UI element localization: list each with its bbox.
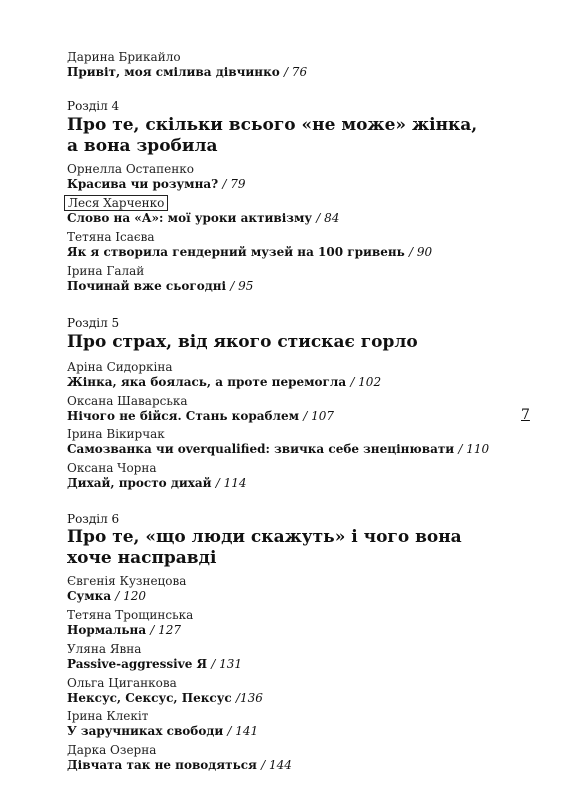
entry-title: Passive-aggressive Я xyxy=(67,657,208,671)
entry-page: / 144 xyxy=(261,758,292,772)
entry-title: Сумка xyxy=(67,589,112,603)
entry-title-line xyxy=(67,476,247,491)
toc-entry xyxy=(67,642,242,672)
entry-title-line xyxy=(67,758,292,773)
entry-title: Як я створила гендерний музей на 100 гривень xyxy=(67,245,405,259)
toc-entry xyxy=(67,162,246,192)
entry-page: / 131 xyxy=(211,657,243,671)
entry-author: Оксана Чорна xyxy=(67,461,157,475)
entry-page: / 127 xyxy=(150,623,182,637)
toc-entry xyxy=(67,50,307,80)
entry-title-line xyxy=(67,442,489,457)
entry-author: Ірина Вікирчак xyxy=(67,427,165,441)
entry-author: Ірина Галай xyxy=(67,264,145,278)
entry-title: Нексус, Сексус, Пексус xyxy=(67,691,232,705)
entry-page: / 110 xyxy=(458,442,490,456)
chapter-title-line: Про те, «що люди скажуть» і чого вона xyxy=(67,527,462,547)
entry-author: Уляна Явна xyxy=(67,642,142,656)
entry-author: Ольга Циганкова xyxy=(67,676,177,690)
toc-entry xyxy=(67,608,193,638)
entry-page: / 114 xyxy=(215,476,247,490)
entry-author: Аріна Сидоркіна xyxy=(67,360,173,374)
toc-entry xyxy=(67,394,334,424)
chapter-label: Розділ 6 xyxy=(67,512,120,526)
toc-entry xyxy=(67,461,247,491)
chapter-title-line: Про страх, від якого стискає горло xyxy=(67,332,418,352)
entry-page: / 102 xyxy=(350,375,382,389)
entry-author: Дарка Озерна xyxy=(67,743,157,757)
entry-author: Тетяна Трощинська xyxy=(67,608,194,622)
entry-page: / 84 xyxy=(316,211,340,225)
chapter-label: Розділ 5 xyxy=(67,316,120,330)
entry-title: Самозванка чи overqualified: звичка себе знецінювати xyxy=(67,442,455,456)
entry-title-line xyxy=(67,211,339,226)
entry-title-line xyxy=(67,657,242,672)
entry-title-line xyxy=(67,177,246,192)
chapter-title-line: Про те, скільки всього «не може» жінка, xyxy=(67,115,478,135)
entry-title-line xyxy=(67,623,193,638)
page-number: 7 xyxy=(521,407,530,423)
entry-title: Нічого не бійся. Стань кораблем xyxy=(67,409,300,423)
entry-title-line xyxy=(67,279,253,294)
entry-title-line xyxy=(67,375,381,390)
entry-author-highlighted: Леся Харченко xyxy=(64,195,168,211)
entry-title-line xyxy=(67,691,263,706)
entry-author: Орнелла Остапенко xyxy=(67,162,195,176)
entry-title: У заручниках свободи xyxy=(67,724,224,738)
entry-page: / 95 xyxy=(230,279,254,293)
toc-entry xyxy=(67,709,258,739)
entry-title: Жінка, яка боялась, а проте перемогла xyxy=(67,375,347,389)
toc-entry xyxy=(67,743,292,773)
entry-author: Євгенія Кузнецова xyxy=(67,574,187,588)
chapter-title-line: а вона зробила xyxy=(67,136,218,156)
entry-page: / 76 xyxy=(283,65,308,79)
toc-entry xyxy=(67,427,489,457)
entry-title-line xyxy=(67,409,334,424)
entry-page: / 141 xyxy=(227,724,259,738)
entry-page: / 90 xyxy=(409,245,433,259)
entry-title: Починай вже сьогодні xyxy=(67,279,227,293)
entry-title-line xyxy=(67,589,186,604)
entry-title: Дівчата так не поводяться xyxy=(67,758,257,772)
toc-entry xyxy=(67,676,263,706)
entry-page: / 107 xyxy=(303,409,334,423)
entry-title: Слово на «А»: мої уроки активізму xyxy=(67,211,313,225)
entry-title: Красива чи розумна? xyxy=(67,177,219,191)
toc-entry xyxy=(67,360,381,390)
toc-entry xyxy=(67,574,186,604)
entry-author: Тетяна Ісаєва xyxy=(67,230,155,244)
entry-title-line xyxy=(67,724,258,739)
toc-entry xyxy=(67,196,339,226)
toc-entry xyxy=(67,264,253,294)
entry-title-line xyxy=(67,65,307,80)
chapter-label: Розділ 4 xyxy=(67,99,120,113)
entry-page: / 120 xyxy=(115,589,147,603)
entry-author: Дарина Брикайло xyxy=(67,50,181,64)
toc-entry xyxy=(67,230,432,260)
entry-page: /136 xyxy=(235,691,263,705)
entry-author: Ірина Клекіт xyxy=(67,709,149,723)
entry-title: Привіт, моя смілива дівчинко xyxy=(67,65,280,79)
entry-author: Оксана Шаварська xyxy=(67,394,188,408)
entry-title-line xyxy=(67,245,432,260)
chapter-title-line: хоче насправді xyxy=(67,548,217,568)
entry-title: Дихай, просто дихай xyxy=(67,476,212,490)
entry-title: Нормальна xyxy=(67,623,147,637)
entry-page: / 79 xyxy=(222,177,246,191)
